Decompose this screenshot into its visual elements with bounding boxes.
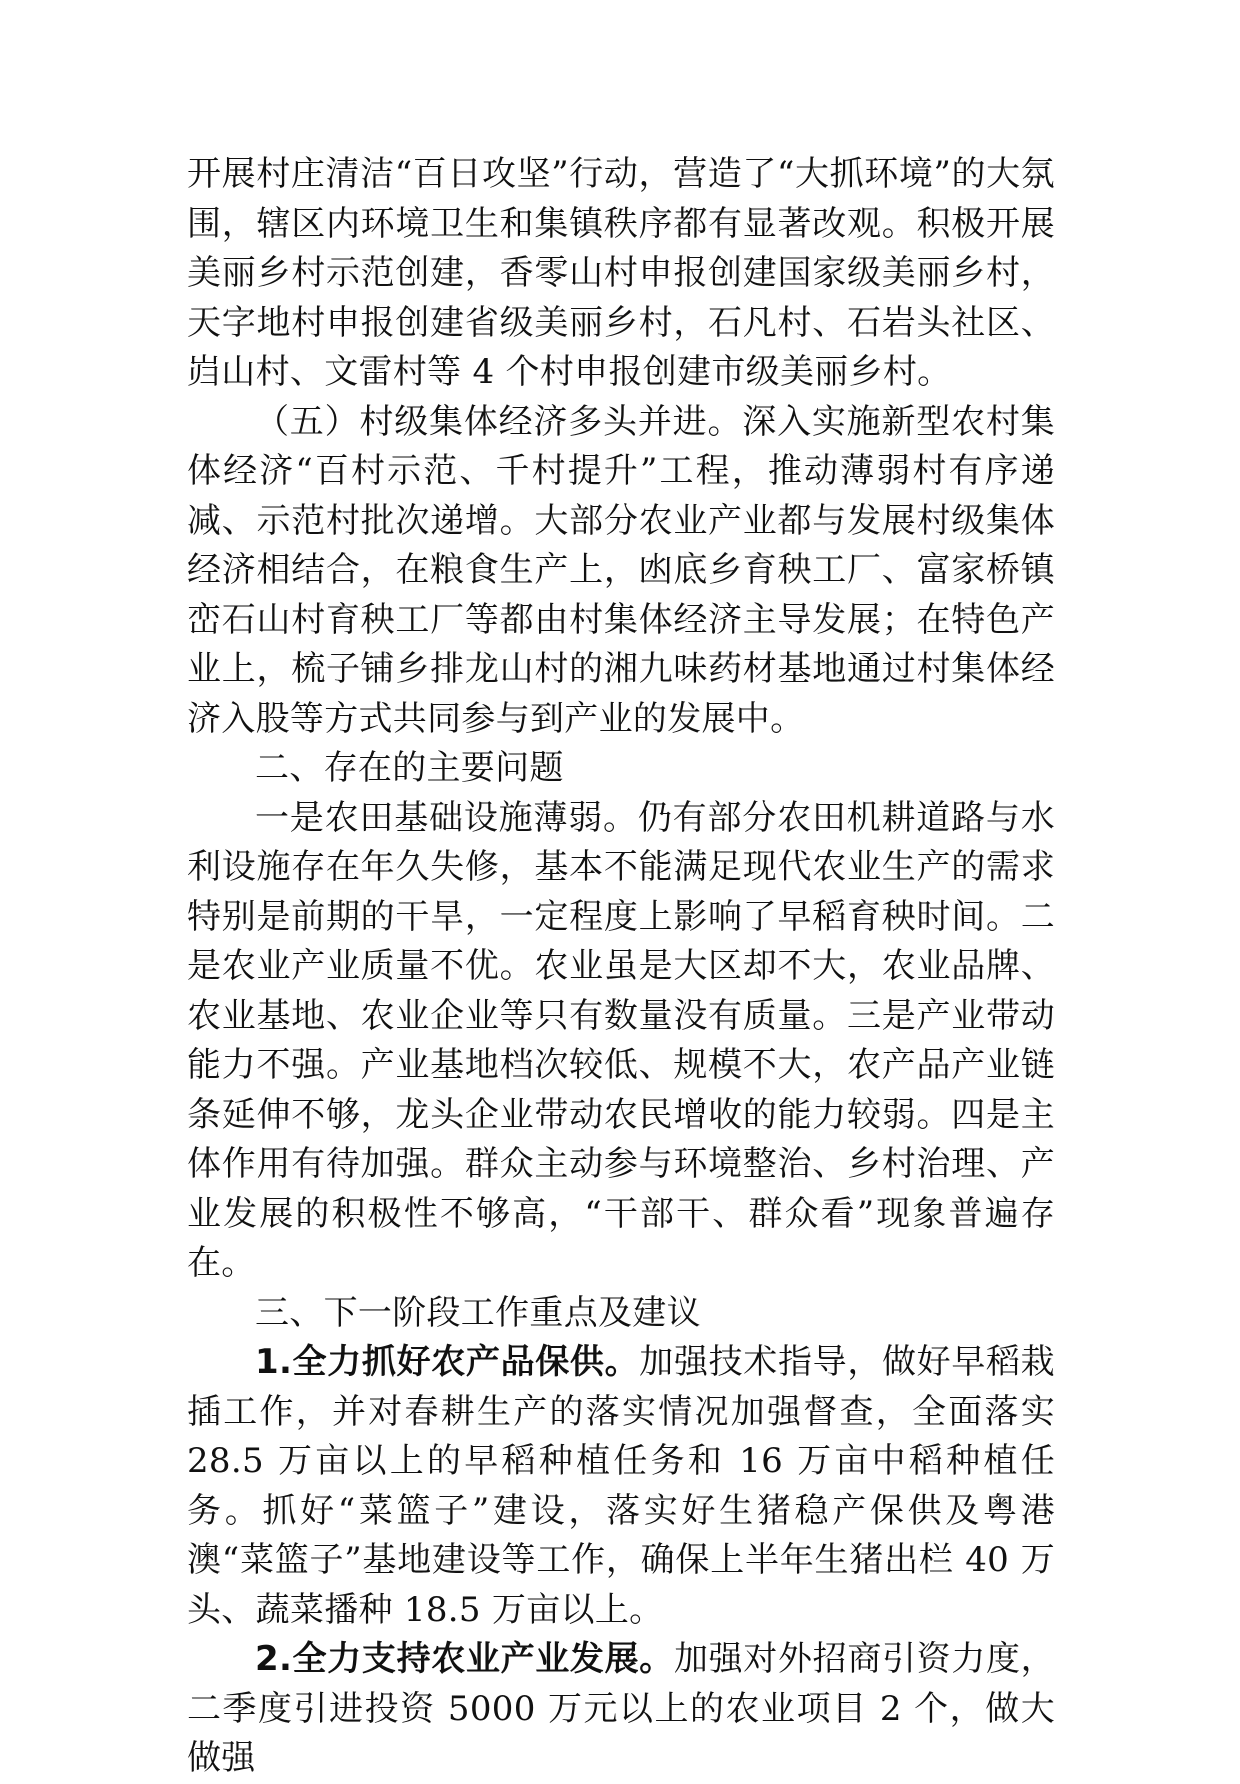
paragraph-item-supply xyxy=(187,1338,1055,1635)
document-page xyxy=(187,150,1055,1784)
section-heading-next-steps: 三、下一阶段工作重点及建议 xyxy=(255,1292,701,1333)
paragraph-item-industry xyxy=(187,1635,1055,1784)
item-lead-industry: 2.全力支持农业产业发展。 xyxy=(255,1639,674,1679)
item-body-supply: 加强技术指导，做好早稻栽插工作，并对春耕生产的落实情况加强督查，全面落实 28.5 万亩以上的早稻种植任务和 16 万亩中稻种植任务。抓好“菜篮子”建设，落实好生猪稳产保供及粤港澳“菜篮子”基地建设等工作，确保上半年生猪出栏 40 万头、蔬菜播种 18.5 万亩以上。 xyxy=(187,1342,1055,1630)
paragraph-village-cleaning: 开展村庄清洁“百日攻坚”行动，营造了“大抓环境”的大氛围，辖区内环境卫生和集镇秩序都有显著改观。积极开展美丽乡村示范创建，香零山村申报创建国家级美丽乡村，天字地村申报创建省级美丽乡村，石凡村、石岩头社区、岿山村、文雷村等 4 个村申报创建市级美丽乡村。 xyxy=(187,154,1055,392)
item-lead-supply: 1.全力抓好农产品保供。 xyxy=(255,1342,640,1382)
paragraph-problems: 一是农田基础设施薄弱。仍有部分农田机耕道路与水利设施存在年久失修，基本不能满足现代农业生产的需求特别是前期的干旱，一定程度上影响了早稻育秧时间。二是农业产业质量不优。农业虽是大区却不大，农业品牌、农业基地、农业企业等只有数量没有质量。三是产业带动能力不强。产业基地档次较低、规模不大，农产品产业链条延伸不够，龙头企业带动农民增收的能力较弱。四是主体作用有待加强。群众主动参与环境整治、乡村治理、产业发展的积极性不够高，“干部干、群众看”现象普遍存在。 xyxy=(187,797,1055,1283)
item-body-industry: 加强对外招商引资力度，二季度引进投资 5000 万元以上的农业项目 2 个，做大做强 xyxy=(187,1639,1055,1778)
paragraph-collective-economy: （五）村级集体经济多头并进。深入实施新型农村集体经济“百村示范、千村提升”工程，推动薄弱村有序递减、示范村批次递增。大部分农业产业都与发展村级集体经济相结合，在粮食生产上，凼底乡育秧工厂、富家桥镇峦石山村育秧工厂等都由村集体经济主导发展；在特色产业上，梳子铺乡排龙山村的湘九味药材基地通过村集体经济入股等方式共同参与到产业的发展中。 xyxy=(187,401,1055,739)
section-heading-problems: 二、存在的主要问题 xyxy=(255,748,564,788)
